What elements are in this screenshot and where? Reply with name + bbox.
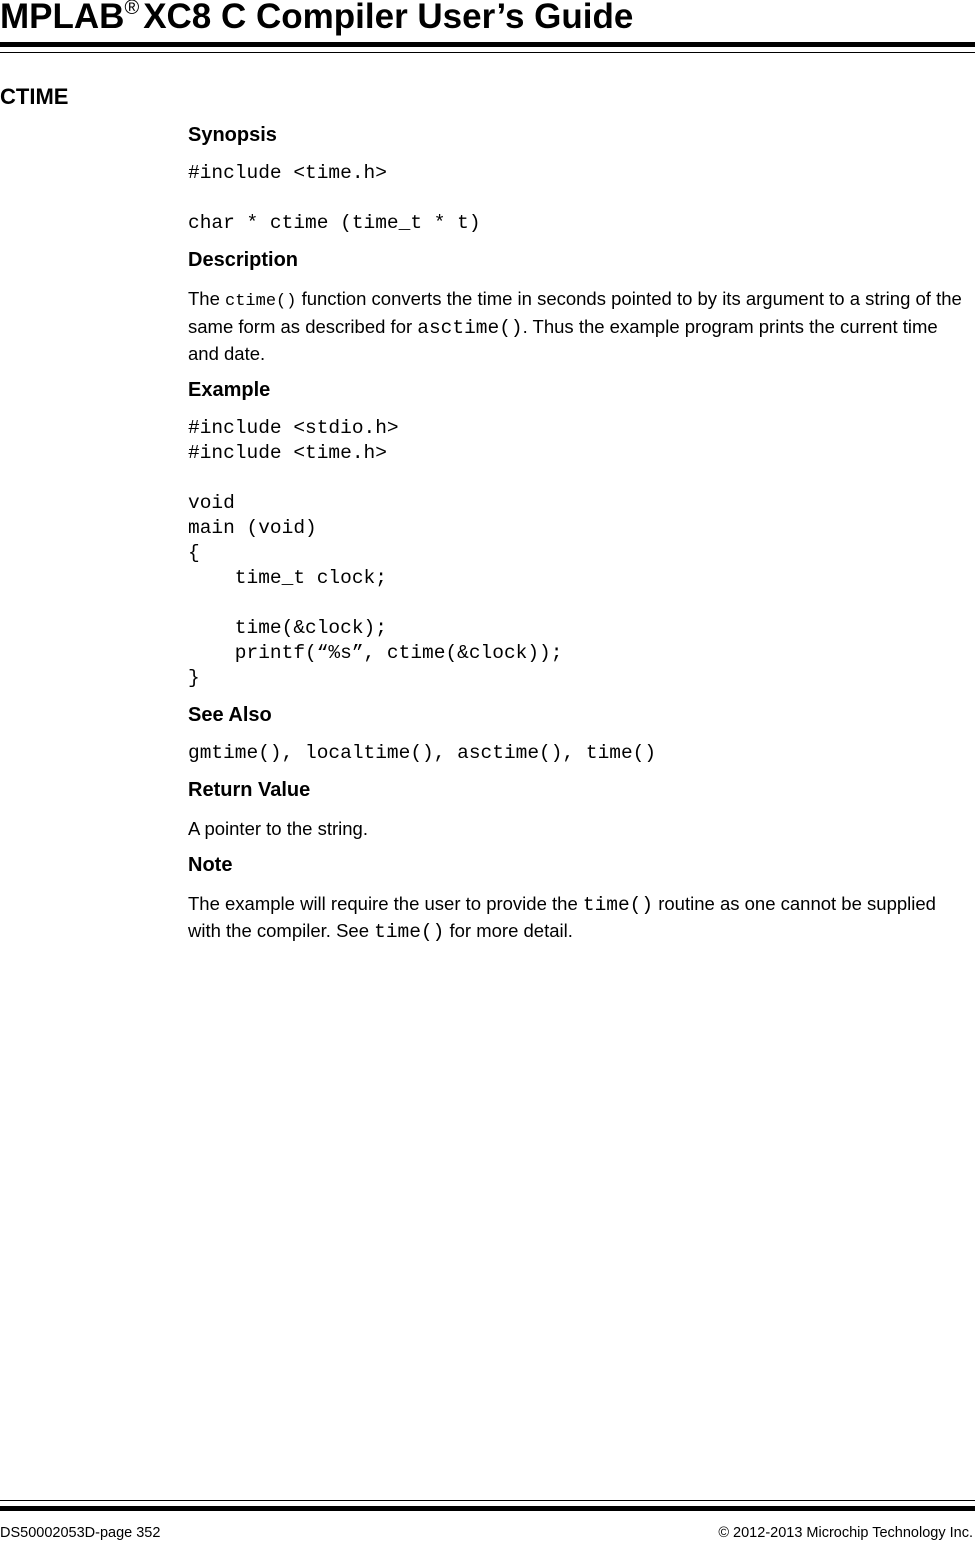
- section-title: CTIME: [0, 84, 69, 109]
- content-body: [188, 122, 973, 945]
- footer-rule-thick: [0, 1506, 975, 1511]
- return-value-heading: Return Value: [188, 779, 311, 801]
- title-suffix: XC8 C Compiler User’s Guide: [143, 0, 634, 36]
- footer-page-number: DS50002053D-page 352: [0, 1525, 161, 1541]
- code-ctime: ctime(): [225, 292, 297, 311]
- document-title: [0, 0, 633, 43]
- header-rule-thick: [0, 42, 975, 47]
- registered-mark: ®: [124, 0, 140, 19]
- see-also-heading: See Also: [188, 704, 272, 726]
- code-time-1: time(): [582, 894, 654, 916]
- return-value-text: A pointer to the string.: [188, 818, 368, 839]
- title-prefix: MPLAB: [0, 0, 125, 36]
- description-heading: Description: [188, 249, 299, 271]
- footer-rule-thin: [0, 1500, 975, 1501]
- description-paragraph: The ctime() function converts the time in seconds pointed to by its argument to a string of the same form as described for asctime(). Thus the example program prints the current time and date.: [188, 288, 962, 364]
- note-heading: Note: [188, 854, 233, 876]
- header-rule-thin: [0, 52, 975, 53]
- example-code: #include <stdio.h> #include <time.h> void main (void) { time_t clock; time(&clock); printf(“%s”, ctime(&clock)); }: [188, 417, 563, 689]
- code-asctime: asctime(): [417, 317, 523, 339]
- footer-copyright: © 2012-2013 Microchip Technology Inc.: [718, 1525, 973, 1541]
- code-time-2: time(): [374, 921, 445, 943]
- example-heading: Example: [188, 379, 271, 401]
- synopsis-heading: Synopsis: [188, 124, 277, 146]
- synopsis-code: #include <time.h> char * ctime (time_t * t): [188, 162, 481, 234]
- see-also-code: gmtime(), localtime(), asctime(), time(): [188, 742, 657, 764]
- note-paragraph: The example will require the user to provide the time() routine as one cannot be supplied with the compiler. See time() for more detail.: [188, 893, 936, 943]
